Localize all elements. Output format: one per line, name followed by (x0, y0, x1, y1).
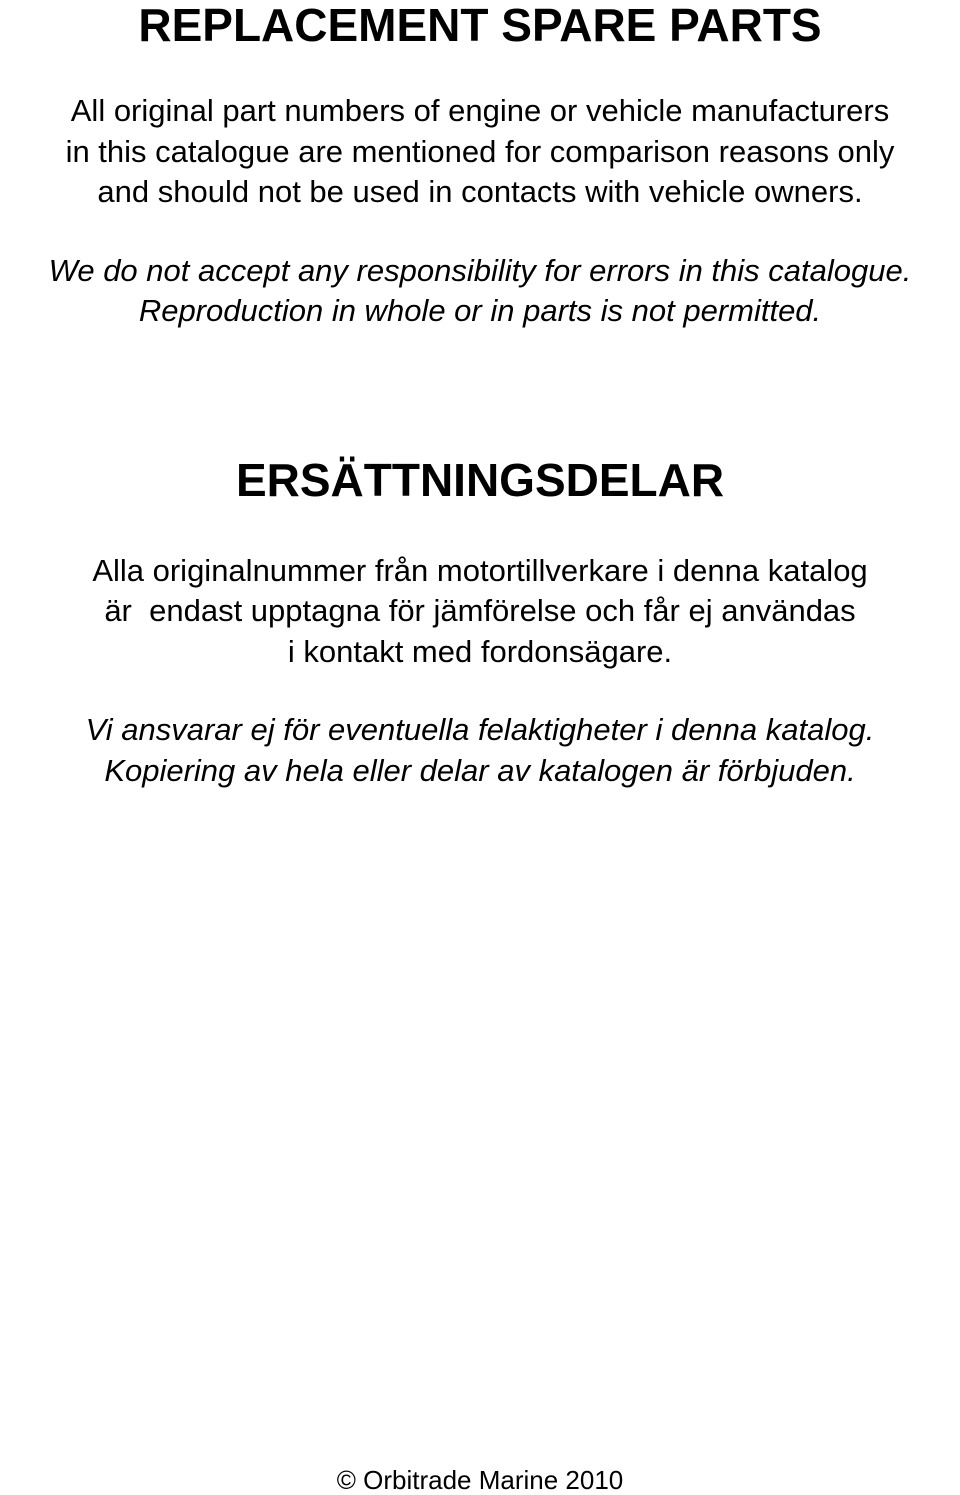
english-title: REPLACEMENT SPARE PARTS (138, 0, 822, 51)
swedish-paragraph1-line2: är endast upptagna för jämförelse och får ej användas (104, 593, 856, 628)
english-paragraph1-line3: and should not be used in contacts with vehicle owners. (97, 174, 863, 209)
english-paragraph1-line2: in this catalogue are mentioned for comparison reasons only (65, 134, 895, 169)
swedish-paragraph2-line2: Kopiering av hela eller delar av katalogen är förbjuden. (104, 753, 856, 788)
copyright-footer: © Orbitrade Marine 2010 (336, 1465, 624, 1495)
english-paragraph1-line1: All original part numbers of engine or vehicle manufacturers (70, 93, 890, 128)
swedish-paragraph2-line1: Vi ansvarar ej för eventuella felaktigheter i denna katalog. (85, 712, 875, 747)
english-paragraph2-line1: We do not accept any responsibility for errors in this catalogue. (48, 253, 912, 288)
swedish-title: ERSÄTTNINGSDELAR (235, 454, 725, 506)
english-paragraph2-line2: Reproduction in whole or in parts is not permitted. (138, 293, 822, 328)
swedish-paragraph1-line3: i kontakt med fordonsägare. (287, 634, 673, 669)
swedish-paragraph1-line1: Alla originalnummer från motortillverkare i denna katalog (92, 553, 868, 588)
